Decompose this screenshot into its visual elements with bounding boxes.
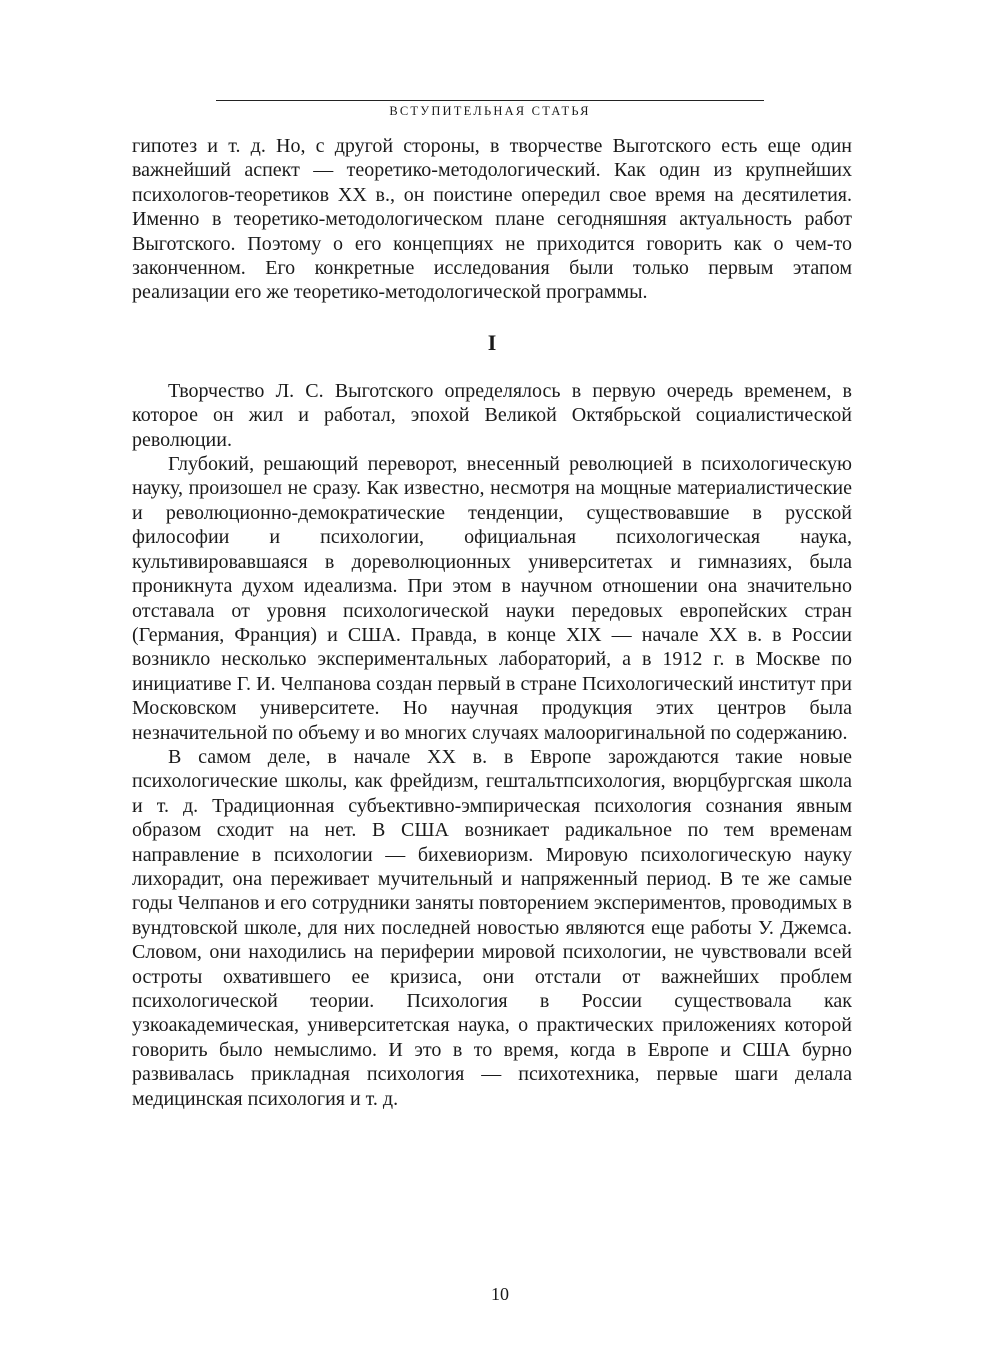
section-number: I	[487, 329, 497, 355]
paragraph-3: В самом деле, в начале XX в. в Европе зарождаются такие новые психологические школы, как фрейдизм, гештальтпсихология, вюрцбургская школа и т. д. Традиционная субъективно-эмпирическая психология сознания явным образом сходит на нет. В США возникает радикальное по тем временам направление в психологии — бихевиоризм. Мировую психологическую науку лихорадит, она переживает мучительный и напряженный период. В те же самые годы Челпанов и его сотрудники заняты повторением экспериментов, проводимых в вундтовской школе, для них последней новостью являются еще работы У. Джемса. Словом, они находились на периферии мировой психологии, не чувствовали всей остроты охватившего ее кризиса, они отстали от важнейших проблем психологической теории. Психология в России существовала как узкоакадемическая, университетская наука, о практических приложениях которой говорить было немыслимо. И это в то время, когда в Европе и США бурно развивалась прикладная психология — психотехника, первые шаги делала медицинская психология и т. д.	[132, 745, 852, 1110]
page-number: 10	[491, 1284, 509, 1304]
running-header: ВСТУПИТЕЛЬНАЯ СТАТЬЯ	[216, 100, 764, 119]
paragraph-1: Творчество Л. С. Выготского определялось в первую очередь временем, в которое он жил и работал, эпохой Великой Октябрьской социалистической революции.	[132, 379, 852, 451]
paragraph-continuation: гипотез и т. д. Но, с другой стороны, в творчестве Выготского есть еще один важнейший аспект — теоретико-методологический. Как один из крупнейших психологов-теоретиков XX в., он поистине опередил свое время на десятилетия. Именно в теоретико-методологическом плане сегодняшняя актуальность работ Выготского. Поэтому о его концепциях не приходится говорить как о чем-то законченном. Его конкретные исследования были только первым этапом реализации его же теоретико-методологической программы.	[132, 135, 852, 304]
paragraph-2: Глубокий, решающий переворот, внесенный революцией в психологическую науку, произошел не сразу. Как известно, несмотря на мощные материалистические и революционно-демократические тенденции, существовавшие в русской философии и психологии, официальная психологическая наука, культивировавшаяся в дореволюционных университетах и гимназиях, была проникнута духом идеализма. При этом в научном отношении она значительно отставала от уровня психологической науки передовых европейских стран (Германия, Франция) и США. Правда, в конце XIX — начале XX в. в России возникло несколько экспериментальных лабораторий, а в 1912 г. в Москве по инициативе Г. И. Челпанова создан первый в стране Психологический институт при Московском университете. Но научная продукция этих центров была незначительной по объему и во многих случаях малооригинальной по содержанию.	[132, 453, 852, 744]
body-text	[132, 134, 852, 1111]
